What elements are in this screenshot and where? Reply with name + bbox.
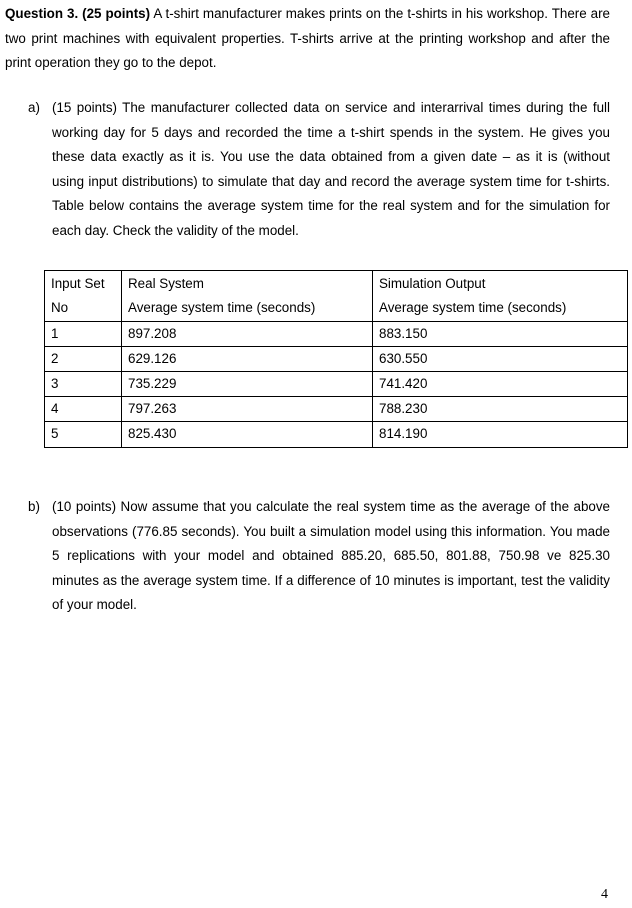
cell-real-system: 797.263 (122, 397, 373, 422)
table-row (45, 322, 628, 347)
part-b-text: (10 points) Now assume that you calculate the real system time as the average of the above observations (776.85 seconds). You built a simulation model using this information. You made 5 replications with your model and obtained 885.20, 685.50, 801.88, 750.98 ve 825.30 minutes as the average system time. If a difference of 10 minutes is important, test the validity of your model. (52, 499, 610, 612)
cell-real-system: 897.208 (122, 322, 373, 347)
page-number: 4 (601, 887, 608, 902)
header-input-set-line1: Input Set (51, 276, 105, 291)
part-a-label: a) (28, 100, 40, 115)
cell-simulation-output: 741.420 (373, 372, 628, 397)
cell-simulation-output: 630.550 (373, 347, 628, 372)
cell-real-system: 825.430 (122, 422, 373, 448)
cell-input-set: 5 (45, 422, 122, 448)
cell-input-set: 3 (45, 372, 122, 397)
header-real-system-line1: Real System (128, 276, 204, 291)
part-a-text: (15 points) The manufacturer collected data on service and interarrival times during the full working day for 5 days and recorded the time a t-shirt spends in the system. He gives you these data exactly as it is. You use the data obtained from a given date – as it is (without using input distributions) to simulate that day and record the average system time for t-shirts. Table below contains the average system time for the real system and for the simulation for each day. Check the validity of the model. (52, 100, 610, 238)
table-row (45, 422, 628, 448)
part-b (28, 495, 610, 618)
part-a (28, 96, 610, 243)
header-input-set (45, 271, 122, 322)
cell-input-set: 4 (45, 397, 122, 422)
header-real-system (122, 271, 373, 322)
cell-real-system: 735.229 (122, 372, 373, 397)
system-time-table (44, 270, 628, 448)
cell-simulation-output: 883.150 (373, 322, 628, 347)
question-intro (5, 2, 610, 76)
header-real-system-line2: Average system time (seconds) (128, 300, 316, 315)
table-row (45, 372, 628, 397)
part-b-label: b) (28, 499, 40, 514)
table-row (45, 397, 628, 422)
question-intro-text: A t-shirt manufacturer makes prints on the t-shirts in his workshop. There are two print machines with equivalent properties. T-shirts arrive at the printing workshop and after the print operation they go to the depot. (5, 6, 610, 70)
cell-input-set: 1 (45, 322, 122, 347)
table-row (45, 347, 628, 372)
header-simulation-output (373, 271, 628, 322)
cell-real-system: 629.126 (122, 347, 373, 372)
cell-input-set: 2 (45, 347, 122, 372)
cell-simulation-output: 788.230 (373, 397, 628, 422)
header-simulation-output-line1: Simulation Output (379, 276, 486, 291)
header-simulation-output-line2: Average system time (seconds) (379, 300, 567, 315)
question-heading: Question 3. (25 points) (5, 6, 151, 21)
table-header-row (45, 271, 628, 322)
cell-simulation-output: 814.190 (373, 422, 628, 448)
header-input-set-line2: No (51, 300, 69, 315)
